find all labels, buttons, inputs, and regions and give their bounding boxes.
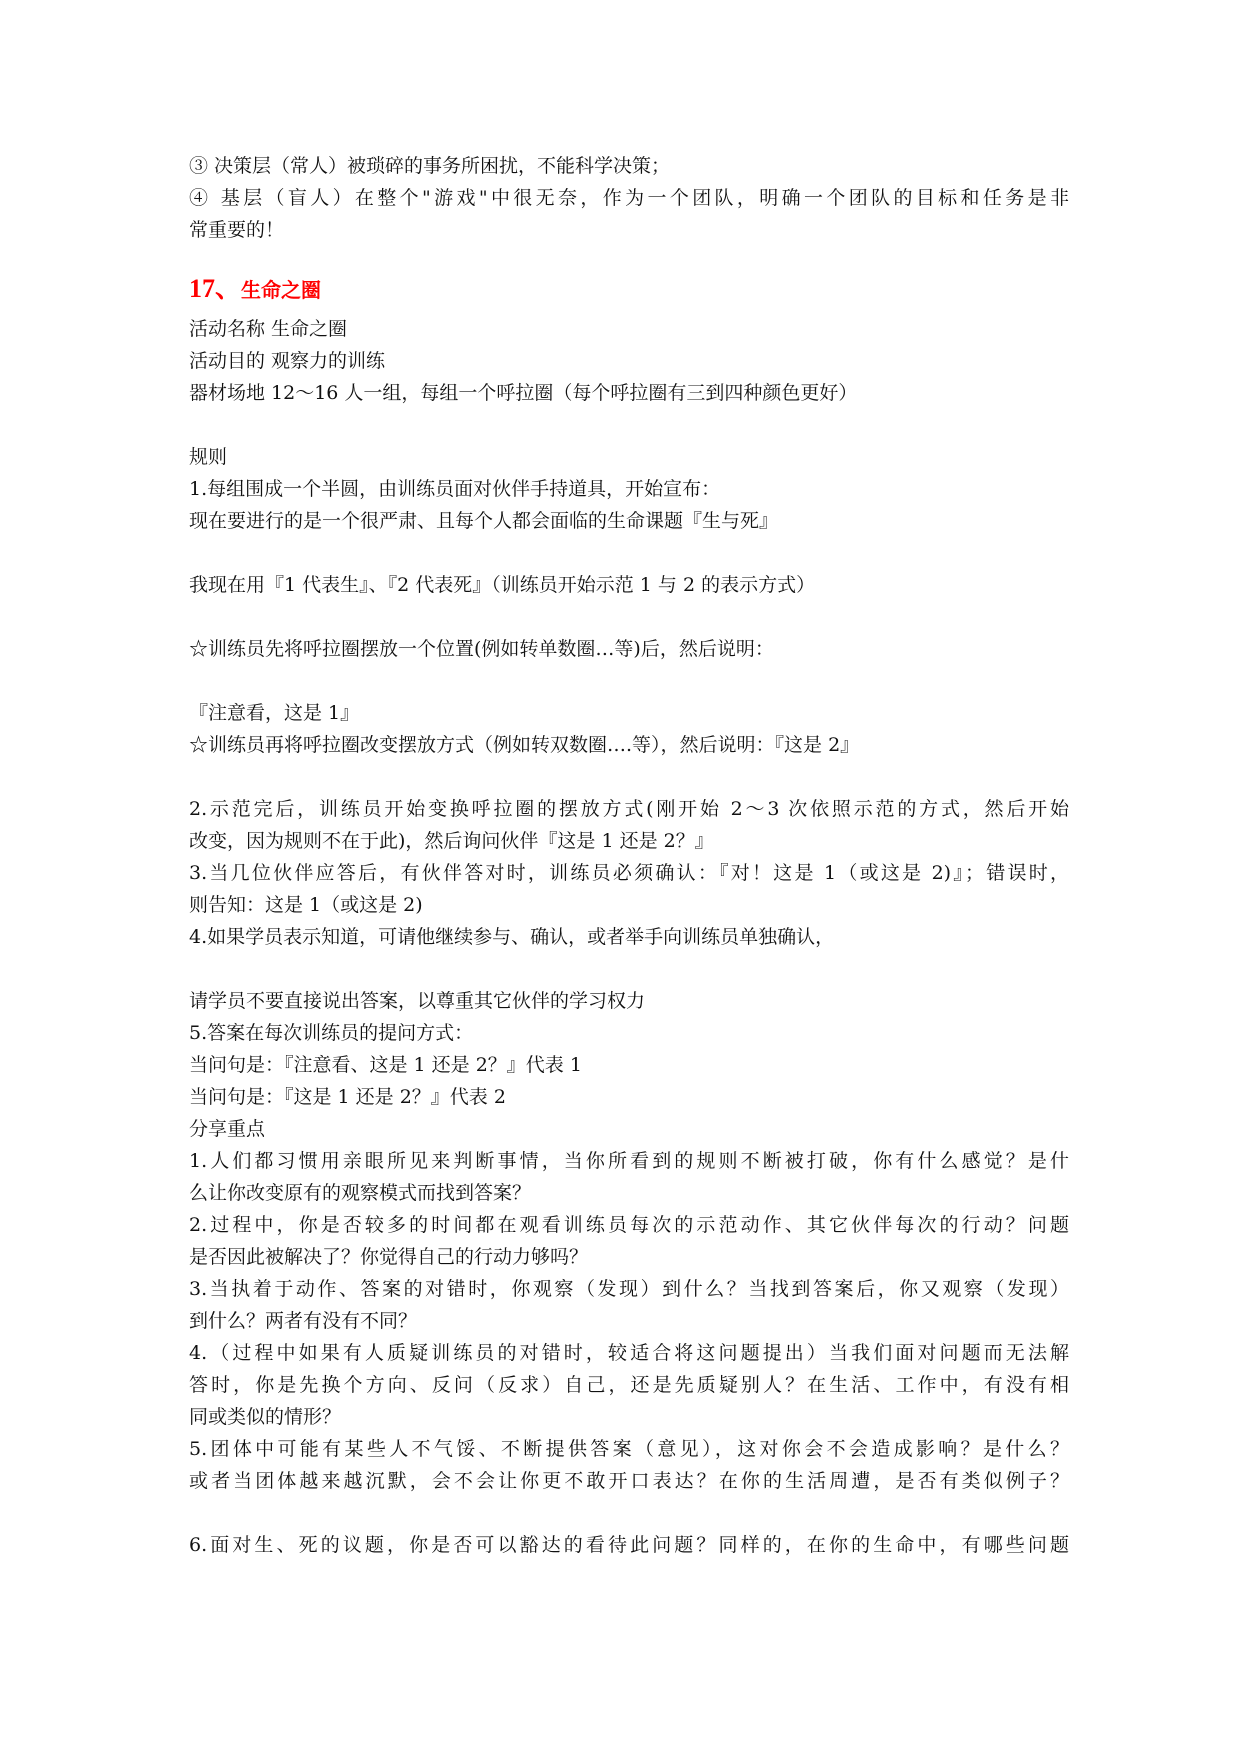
sharing-line: 或者当团体越来越沉默，会不会让你更不敢开口表达？在你的生活周遭，是否有类似例子？ — [189, 1470, 1069, 1492]
rule-line: 3.当几位伙伴应答后，有伙伴答对时，训练员必须确认：『对！这是 1（或这是 2)』；错误时， — [189, 862, 1069, 884]
rule-line: 请学员不要直接说出答案，以尊重其它伙伴的学习权力 — [189, 990, 646, 1012]
sharing-line: 到什么？两者有没有不同？ — [189, 1310, 418, 1332]
rule-line: 当问句是：『注意看、这是 1 还是 2？』代表 1 — [189, 1054, 582, 1076]
rule-line: 我现在用『1 代表生』、『2 代表死』（训练员开始示范 1 与 2 的表示方式） — [189, 574, 816, 596]
intro-line: 常重要的！ — [189, 219, 285, 241]
sharing-line: 4.（过程中如果有人质疑训练员的对错时，较适合将这问题提出）当我们面对问题而无法解 — [189, 1342, 1069, 1364]
sharing-line: 6.面对生、死的议题，你是否可以豁达的看待此问题？同样的，在你的生命中，有哪些问题 — [189, 1534, 1069, 1556]
sharing-heading: 分享重点 — [189, 1118, 266, 1140]
section-number: 17、 — [189, 274, 242, 303]
rule-line: 『注意看，这是 1』 — [189, 702, 360, 724]
rules-heading: 规则 — [189, 446, 228, 468]
rule-line: 4.如果学员表示知道，可请他继续参与、确认，或者举手向训练员单独确认， — [189, 926, 835, 948]
rule-line: ☆训练员先将呼拉圈摆放一个位置(例如转单数圈…等)后，然后说明： — [189, 638, 774, 660]
sharing-line: 3.当执着于动作、答案的对错时，你观察（发现）到什么？当找到答案后，你又观察（发现） — [189, 1278, 1069, 1300]
rule-line: 2.示范完后，训练员开始变换呼拉圈的摆放方式(刚开始 2～3 次依照示范的方式，然后开始 — [189, 798, 1069, 820]
rule-line: 改变，因为规则不在于此)，然后询问伙伴『这是 1 还是 2？』 — [189, 830, 714, 852]
equipment-line: 器材场地 12～16 人一组，每组一个呼拉圈（每个呼拉圈有三到四种颜色更好） — [189, 382, 858, 404]
sharing-line: 么让你改变原有的观察模式而找到答案？ — [189, 1182, 532, 1204]
activity-name-line: 活动名称 生命之圈 — [189, 318, 348, 340]
rule-line: 1.每组围成一个半圆，由训练员面对伙伴手持道具，开始宣布： — [189, 478, 721, 500]
section-heading — [189, 268, 321, 305]
sharing-line: 2.过程中，你是否较多的时间都在观看训练员每次的示范动作、其它伙伴每次的行动？问题 — [189, 1214, 1069, 1236]
rule-line: 现在要进行的是一个很严肃、且每个人都会面临的生命课题『生与死』 — [189, 510, 779, 532]
rule-line: 则告知：这是 1（或这是 2) — [189, 894, 423, 916]
intro-line: ④ 基层（盲人）在整个"游戏"中很无奈，作为一个团队，明确一个团队的目标和任务是非 — [189, 187, 1069, 209]
sharing-line: 答时，你是先换个方向、反问（反求）自己，还是先质疑别人？在生活、工作中，有没有相 — [189, 1374, 1069, 1396]
sharing-line: 5.团体中可能有某些人不气馁、不断提供答案（意见），这对你会不会造成影响？是什么？ — [189, 1438, 1069, 1460]
activity-purpose-line: 活动目的 观察力的训练 — [189, 350, 386, 372]
rule-line: 5.答案在每次训练员的提问方式： — [189, 1022, 474, 1044]
intro-line: ③ 决策层（常人）被琐碎的事务所困扰，不能科学决策； — [189, 155, 671, 177]
sharing-line: 1.人们都习惯用亲眼所见来判断事情，当你所看到的规则不断被打破，你有什么感觉？是什 — [189, 1150, 1069, 1172]
sharing-line: 同或类似的情形？ — [189, 1406, 342, 1428]
sharing-line: 是否因此被解决了？你觉得自己的行动力够吗？ — [189, 1246, 589, 1268]
rule-line: 当问句是：『这是 1 还是 2？』代表 2 — [189, 1086, 506, 1108]
rule-line: ☆训练员再将呼拉圈改变摆放方式（例如转双数圈….等），然后说明：『这是 2』 — [189, 734, 860, 756]
section-title: 生命之圈 — [241, 278, 322, 302]
